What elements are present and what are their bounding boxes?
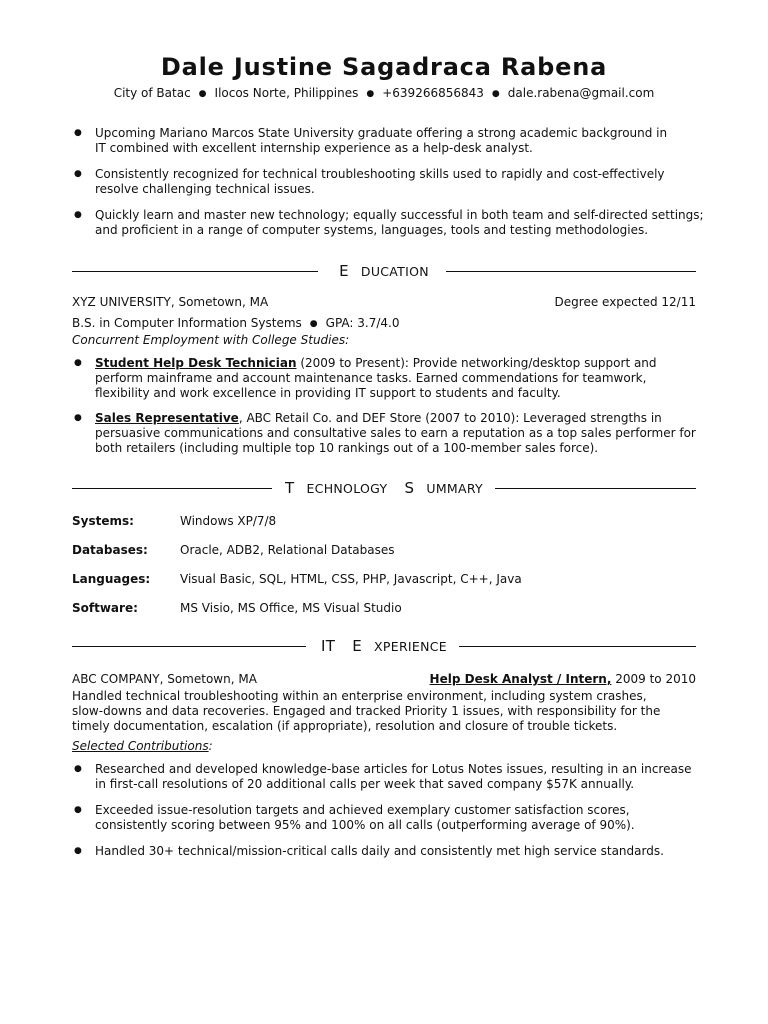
list-item: ● Handled 30+ technical/mission-critical calls daily and consistently met high service standards. xyxy=(74,844,664,858)
company-name: ABC COMPANY, Sometown, MA xyxy=(72,672,257,686)
separator-dot: ● xyxy=(198,89,207,99)
company-row xyxy=(72,672,696,687)
bullet-icon: ● xyxy=(74,210,82,220)
bullet-icon: ● xyxy=(74,413,82,423)
bullet-icon: ● xyxy=(74,128,82,138)
concurrent-employment: Concurrent Employment with College Studies: xyxy=(72,333,350,347)
role-title: Help Desk Analyst / Intern, xyxy=(429,672,612,686)
contact-email: dale.rabena@gmail.com xyxy=(507,86,655,100)
section-title: IT E XPERIENCE xyxy=(72,636,696,657)
candidate-name: Dale Justine Sagadraca Rabena xyxy=(160,53,608,81)
contact-region: Ilocos Norte, Philippines xyxy=(214,86,359,100)
bullet-icon: ● xyxy=(74,358,82,368)
technology-heading xyxy=(72,478,696,498)
list-item: ● Sales Representative, ABC Retail Co. and DEF Store (2007 to 2010): Leveraged strengths in persuasive communications and consultative sales to earn a reputation as a top sales performer for both retailers (including multiple top 10 rankings out of a 100-member sales force). xyxy=(74,411,696,455)
contact-line xyxy=(72,86,696,102)
degree-name: B.S. in Computer Information Systems xyxy=(72,316,302,330)
education-heading xyxy=(72,261,696,281)
bullet-icon: ● xyxy=(74,805,82,815)
job-description: ABC Retail Co. and DEF Store (2007 to 2010): Leveraged strengths in persuasive communications and consultative sales to earn a reputation as a top sales performer for both retailers (including multiple top 10 rankings out of a 100-member sales force). xyxy=(95,411,696,455)
list-item: ● Exceeded issue-resolution targets and achieved exemplary customer satisfaction scores, consistently scoring between 95% and 100% on all calls (outperforming average of 90%). xyxy=(74,803,635,832)
tech-label: Languages: xyxy=(72,572,151,586)
contributions-list xyxy=(72,762,696,859)
gpa: GPA: 3.7/4.0 xyxy=(325,316,400,330)
bullet-icon: ● xyxy=(74,169,82,179)
separator-dot: ● xyxy=(491,89,500,99)
contributions-label: Selected Contributions: xyxy=(72,739,213,753)
tech-value: Visual Basic, SQL, HTML, CSS, PHP, Javascript, C++, Java xyxy=(180,572,522,586)
degree-row xyxy=(72,316,696,332)
contact-phone: +639266856843 xyxy=(382,86,484,100)
section-title: E DUCATION xyxy=(72,261,696,282)
tech-label: Software: xyxy=(72,601,138,615)
tech-label: Databases: xyxy=(72,543,148,557)
contact-city: City of Batac xyxy=(113,86,191,100)
tech-label: Systems: xyxy=(72,514,134,528)
tech-value: Windows XP/7/8 xyxy=(180,514,277,528)
tech-value: Oracle, ADB2, Relational Databases xyxy=(180,543,395,557)
school-name: XYZ UNIVERSITY, Sometown, MA xyxy=(72,295,269,309)
job-title: Sales Representative xyxy=(95,411,239,425)
summary-item: ● Consistently recognized for technical troubleshooting skills used to rapidly and cost-effectively resolve challenging technical issues. xyxy=(74,167,665,196)
separator-dot: ● xyxy=(366,89,375,99)
list-item xyxy=(72,356,695,401)
education-jobs-list xyxy=(72,356,696,456)
bullet-icon: ● xyxy=(74,846,82,856)
degree-expected: Degree expected 12/11 xyxy=(554,295,696,309)
role-description: Handled technical troubleshooting within an enterprise environment, including system crashes, slow-downs and data recoveries. Engaged and tracked Priority 1 issues, with responsibility for the timely documentation, escalation (if appropriate), resolution and closure of trouble tickets. xyxy=(72,689,661,733)
list-item: ● Researched and developed knowledge-base articles for Lotus Notes issues, resulting in an increase in first-call resolutions of 20 additional calls per week that saved company $57K annually. xyxy=(74,762,692,791)
school-row xyxy=(72,295,696,310)
experience-heading xyxy=(72,636,696,656)
summary-list xyxy=(72,126,704,238)
separator-dot: ● xyxy=(309,319,318,329)
role-dates-text: 2009 to 2010 xyxy=(615,672,696,686)
section-title: T ECHNOLOGY S UMMARY xyxy=(72,478,696,499)
job-description: (2009 to Present): Provide networking/desktop support and perform mainframe and account maintenance tasks. Earned commendations for teamwork, flexibility and work excellence in providing IT support to students and faculty. xyxy=(95,356,657,400)
role-dates xyxy=(430,672,696,687)
summary-item: ● Quickly learn and master new technology; equally successful in both team and self-directed settings; and proficient in a range of computer systems, languages, tools and testing methodologies. xyxy=(74,208,704,237)
bullet-icon: ● xyxy=(74,764,82,774)
summary-item: ● Upcoming Mariano Marcos State University graduate offering a strong academic background in IT combined with excellent internship experience as a help-desk analyst. xyxy=(74,126,668,155)
job-title: Student Help Desk Technician xyxy=(95,356,297,370)
tech-value: MS Visio, MS Office, MS Visual Studio xyxy=(180,601,402,615)
